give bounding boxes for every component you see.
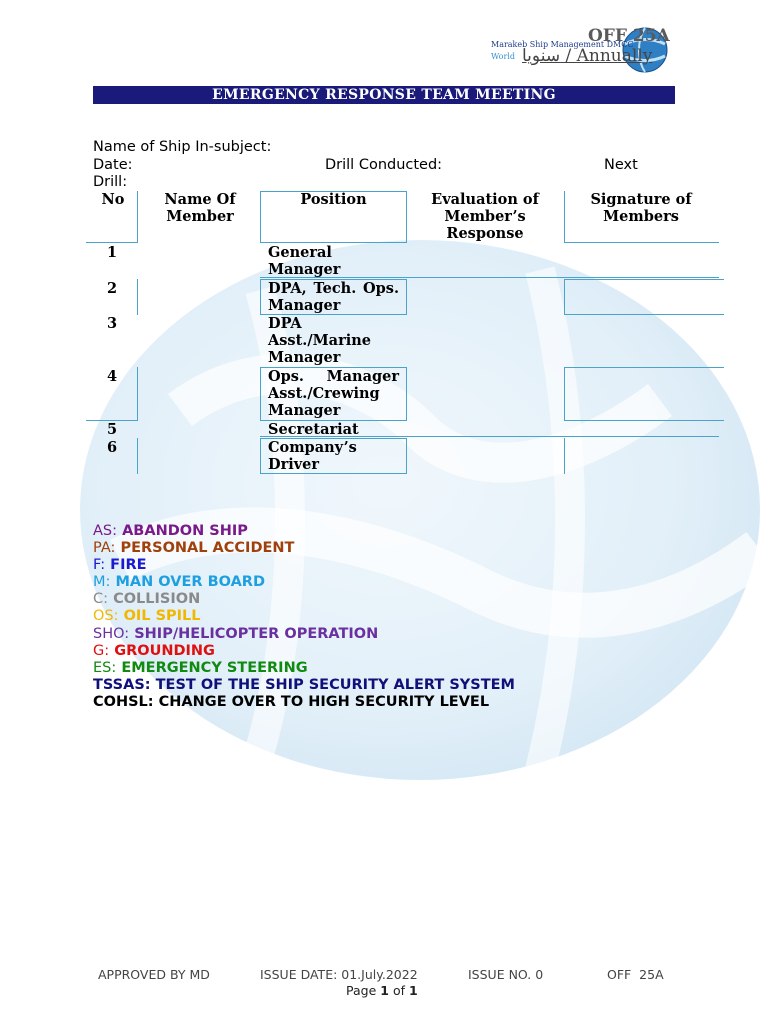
row-number: 6 xyxy=(106,439,118,456)
header-signature: Signature of Members xyxy=(590,191,692,225)
header-evaluation: Evaluation of Member’s Response xyxy=(431,191,539,242)
row-number: 4 xyxy=(106,368,118,385)
header-position: Position xyxy=(300,191,367,208)
legend-item: ES: EMERGENCY STEERING xyxy=(93,659,308,676)
legend-item: PA: PERSONAL ACCIDENT xyxy=(93,540,295,557)
footer-approved: APPROVED BY MD xyxy=(98,967,210,982)
header-name: Name Of Member xyxy=(164,191,236,225)
next-label: Next xyxy=(604,157,638,173)
legend-item: F: FIRE xyxy=(93,557,147,574)
signature-box xyxy=(564,279,724,315)
frequency: سنويا / Annually xyxy=(522,46,653,66)
table-border xyxy=(86,242,138,243)
date-label: Date: xyxy=(93,157,133,173)
table-border xyxy=(564,242,719,243)
row-position: DPA, Tech. Ops. Manager xyxy=(268,280,399,314)
row-number: 1 xyxy=(106,244,118,261)
company-name: Marakeb Ship Management DMCC xyxy=(491,40,634,49)
table-border xyxy=(137,279,138,315)
legend-item: AS: ABANDON SHIP xyxy=(93,523,248,539)
form-code: OFF 25A xyxy=(588,26,670,46)
footer-issue-no: ISSUE NO. 0 xyxy=(468,967,544,982)
row-position: Company’s Driver xyxy=(268,439,357,473)
legend-item: COHSL: CHANGE OVER TO HIGH SECURITY LEVEL xyxy=(93,693,490,710)
footer-issue-date: ISSUE DATE: 01.July.2022 xyxy=(260,967,418,982)
row-position: Ops. Manager Asst./Crewing Manager xyxy=(268,368,399,419)
ship-name-label: Name of Ship In-subject: xyxy=(93,139,272,155)
legend-item: M: MAN OVER BOARD xyxy=(93,574,265,591)
drill-conducted-label: Drill Conducted: xyxy=(325,157,443,173)
drill-label: Drill: xyxy=(93,174,128,190)
legend-item: C: COLLISION xyxy=(93,591,201,608)
row-number: 5 xyxy=(106,421,118,438)
legend-item: TSSAS: TEST OF THE SHIP SECURITY ALERT SYSTEM xyxy=(93,676,515,693)
row-number: 3 xyxy=(106,315,118,332)
page-number: Page 1 of 1 xyxy=(346,983,418,998)
company-tagline: World xyxy=(491,52,515,61)
row-position: DPA Asst./Marine Manager xyxy=(268,315,371,366)
footer-form-code: OFF 25A xyxy=(607,967,664,982)
table-border xyxy=(137,367,138,421)
document-title: EMERGENCY RESPONSE TEAM MEETING xyxy=(93,86,675,104)
header-no: No xyxy=(101,191,125,208)
row-position: Secretariat xyxy=(268,421,359,438)
row-number: 2 xyxy=(106,280,118,297)
signature-box xyxy=(564,367,724,421)
row-position: General Manager xyxy=(268,244,341,278)
drill-legend xyxy=(93,523,515,711)
legend-item: SHO: SHIP/HELICOPTER OPERATION xyxy=(93,625,379,642)
table-border xyxy=(137,191,138,243)
table-border xyxy=(137,438,138,474)
table-border xyxy=(564,191,565,243)
legend-item: OS: OIL SPILL xyxy=(93,608,201,625)
legend-item: G: GROUNDING xyxy=(93,642,215,659)
table-border xyxy=(564,438,565,474)
